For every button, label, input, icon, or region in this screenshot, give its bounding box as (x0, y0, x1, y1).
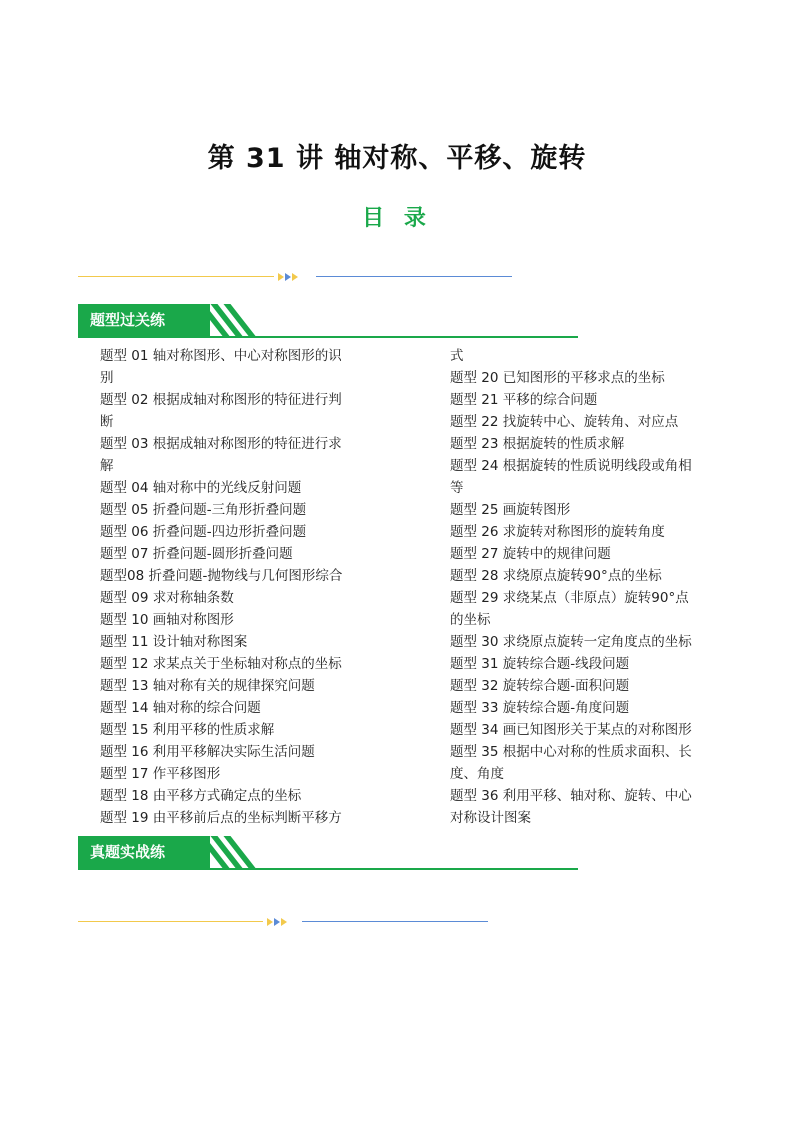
toc-line[interactable]: 解 (100, 458, 114, 474)
toc-line[interactable]: 题型 35 根据中心对称的性质求面积、长 (450, 744, 692, 760)
toc-line[interactable]: 断 (100, 414, 114, 430)
triangle-icon (267, 918, 273, 926)
toc-line[interactable]: 题型 10 画轴对称图形 (100, 612, 234, 628)
triangle-icon (274, 918, 280, 926)
toc-line[interactable]: 的坐标 (450, 612, 491, 628)
toc-line[interactable]: 题型 22 找旋转中心、旋转角、对应点 (450, 414, 679, 430)
triangle-icon (292, 273, 298, 281)
toc-line[interactable]: 题型 06 折叠问题-四边形折叠问题 (100, 524, 307, 540)
toc-heading: 目 录 (362, 206, 432, 231)
toc-line[interactable]: 题型 23 根据旋转的性质求解 (450, 436, 625, 452)
toc-line[interactable]: 度、角度 (450, 766, 504, 782)
triangle-icon (278, 273, 284, 281)
decorative-divider-bottom (78, 918, 488, 926)
toc-line[interactable]: 别 (100, 370, 114, 386)
toc-line[interactable]: 题型 25 画旋转图形 (450, 502, 571, 518)
toc-line[interactable]: 题型 27 旋转中的规律问题 (450, 546, 611, 562)
toc-line[interactable]: 题型 20 已知图形的平移求点的坐标 (450, 370, 665, 386)
toc-line[interactable]: 对称设计图案 (450, 810, 531, 826)
toc-column-left (100, 345, 390, 829)
toc-line[interactable]: 题型 07 折叠问题-圆形折叠问题 (100, 546, 293, 562)
toc-line[interactable]: 题型 04 轴对称中的光线反射问题 (100, 480, 302, 496)
section-header-practice (78, 304, 578, 338)
toc-line[interactable]: 题型 36 利用平移、轴对称、旋转、中心 (450, 788, 692, 804)
toc-line[interactable]: 题型 17 作平移图形 (100, 766, 221, 782)
toc-line[interactable]: 题型 24 根据旋转的性质说明线段或角相 (450, 458, 692, 474)
toc-line[interactable]: 题型 02 根据成轴对称图形的特征进行判 (100, 392, 342, 408)
page-title: 第 31 讲 轴对称、平移、旋转 (207, 143, 587, 174)
toc-line[interactable]: 等 (450, 480, 464, 496)
toc-line[interactable]: 题型 32 旋转综合题-面积问题 (450, 678, 630, 694)
toc-line[interactable]: 题型08 折叠问题-抛物线与几何图形综合 (100, 568, 343, 584)
toc-line[interactable]: 题型 09 求对称轴条数 (100, 590, 234, 606)
toc-line[interactable]: 题型 16 利用平移解决实际生活问题 (100, 744, 315, 760)
triangle-icon (285, 273, 291, 281)
toc-line[interactable]: 题型 12 求某点关于坐标轴对称点的坐标 (100, 656, 342, 672)
toc-line[interactable]: 题型 28 求绕原点旋转90°点的坐标 (450, 568, 662, 584)
toc-line[interactable]: 题型 21 平移的综合问题 (450, 392, 598, 408)
toc-line[interactable]: 题型 33 旋转综合题-角度问题 (450, 700, 630, 716)
section-header-real-exam (78, 836, 578, 870)
toc-line[interactable]: 题型 03 根据成轴对称图形的特征进行求 (100, 436, 342, 452)
toc-line[interactable]: 式 (450, 348, 464, 364)
toc-line[interactable]: 题型 13 轴对称有关的规律探究问题 (100, 678, 315, 694)
toc-line[interactable]: 题型 14 轴对称的综合问题 (100, 700, 261, 716)
toc-line[interactable]: 题型 19 由平移前后点的坐标判断平移方 (100, 810, 342, 826)
toc-line[interactable]: 题型 15 利用平移的性质求解 (100, 722, 275, 738)
section-title: 题型过关练 (78, 304, 210, 336)
toc-line[interactable]: 题型 30 求绕原点旋转一定角度点的坐标 (450, 634, 692, 650)
toc-line[interactable]: 题型 05 折叠问题-三角形折叠问题 (100, 502, 307, 518)
toc-line[interactable]: 题型 11 设计轴对称图案 (100, 634, 248, 650)
toc-line[interactable]: 题型 01 轴对称图形、中心对称图形的识 (100, 348, 342, 364)
toc-line[interactable]: 题型 29 求绕某点（非原点）旋转90°点 (450, 590, 689, 606)
section-title: 真题实战练 (78, 836, 210, 868)
toc-column-right (450, 345, 730, 829)
decorative-divider-top (78, 273, 512, 281)
toc-line[interactable]: 题型 31 旋转综合题-线段问题 (450, 656, 630, 672)
toc-line[interactable]: 题型 18 由平移方式确定点的坐标 (100, 788, 302, 804)
toc-line[interactable]: 题型 26 求旋转对称图形的旋转角度 (450, 524, 665, 540)
toc-line[interactable]: 题型 34 画已知图形关于某点的对称图形 (450, 722, 692, 738)
triangle-icon (281, 918, 287, 926)
